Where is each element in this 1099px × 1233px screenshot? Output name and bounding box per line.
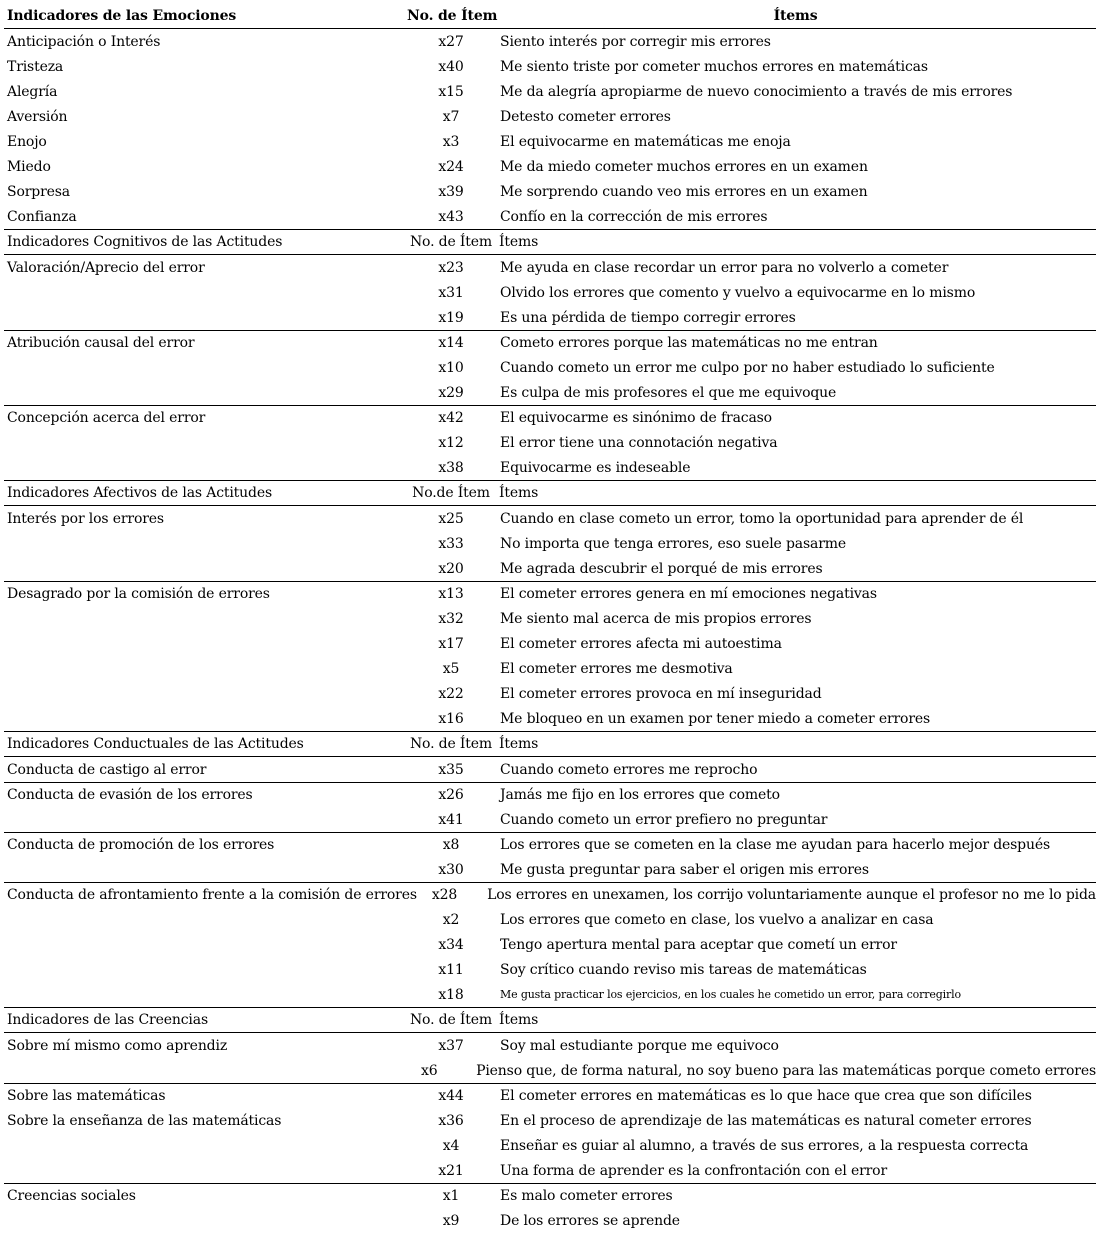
indicator-cell: Conducta de evasión de los errores: [7, 787, 253, 803]
indicator-cell: Sobre la enseñanza de las matemáticas: [7, 1112, 282, 1129]
item-number-cell: x2: [442, 911, 460, 928]
table-row: [4, 932, 1096, 957]
item-text-cell: Cuando cometo errores me reprocho: [500, 761, 758, 778]
item-text-cell: Me da miedo cometer muchos errores en un examen: [500, 158, 868, 175]
item-text-cell: Olvido los errores que comento y vuelvo a equivocarme en lo mismo: [500, 284, 976, 301]
item-number-cell: x19: [438, 309, 464, 326]
item-text-cell: Soy mal estudiante porque me equivoco: [500, 1037, 779, 1054]
item-number-cell: x31: [438, 284, 464, 301]
item-number-cell: x1: [442, 1188, 460, 1204]
item-number-cell: x36: [438, 1112, 464, 1129]
indicator-cell: Alegría: [7, 83, 58, 100]
item-number-cell: x43: [438, 208, 464, 225]
item-number-cell: x16: [438, 710, 464, 727]
indicator-cell: Atribución causal del error: [7, 335, 195, 351]
item-text-cell: Me sorprendo cuando veo mis errores en un examen: [500, 183, 868, 200]
indicator-cell: Conducta de castigo al error: [7, 761, 207, 778]
item-number-cell: x30: [438, 861, 464, 878]
item-text-cell: El equivocarme en matemáticas me enoja: [500, 133, 791, 150]
item-text-cell: Pienso que, de forma natural, no soy bueno para las matemáticas porque cometo errores: [476, 1062, 1096, 1079]
table-row: [4, 79, 1096, 104]
item-number-cell: x10: [438, 359, 464, 376]
indicator-cell: Interés por los errores: [7, 510, 164, 527]
item-text-cell: No importa que tenga errores, eso suele pasarme: [500, 535, 847, 552]
item-text-cell: El equivocarme es sinónimo de fracaso: [500, 410, 772, 426]
table-row: [4, 857, 1096, 882]
item-text-cell: Me ayuda en clase recordar un error para no volverlo a cometer: [500, 259, 949, 276]
item-text-cell: Cuando en clase cometo un error, tomo la oportunidad para aprender de él: [500, 510, 1024, 527]
table-row: [4, 305, 1096, 330]
indicators-table: [4, 4, 1096, 1233]
table-row: [4, 1208, 1096, 1233]
item-text-cell: Tengo apertura mental para aceptar que cometí un error: [500, 936, 897, 953]
section-header-row: [4, 229, 1096, 255]
table-row: [4, 29, 1096, 54]
table-row: [4, 957, 1096, 982]
indicator-cell: Conducta de afrontamiento frente a la comisión de errores: [7, 887, 417, 903]
item-number-cell: x7: [442, 108, 460, 125]
section-header-row: [4, 1007, 1096, 1033]
table-row: [4, 631, 1096, 656]
item-number-cell: x23: [438, 259, 464, 276]
item-number-cell: x17: [438, 635, 464, 652]
table-body: [4, 29, 1096, 1233]
item-text-cell: Enseñar es guiar al alumno, a través de sus errores, a la respuesta correcta: [500, 1137, 1029, 1154]
item-number-cell: No.de Ítem: [412, 485, 490, 501]
section-header-row: [4, 731, 1096, 757]
item-number-cell: x5: [442, 660, 460, 677]
item-text-cell: Me siento triste por cometer muchos errores en matemáticas: [500, 58, 928, 75]
table-row: [4, 1033, 1096, 1058]
indicator-cell: Anticipación o Interés: [7, 33, 161, 50]
item-text-cell: Ítems: [499, 485, 539, 501]
item-number-cell: x37: [438, 1037, 464, 1054]
indicator-cell: Desagrado por la comisión de errores: [7, 586, 270, 602]
item-number-cell: x4: [442, 1137, 460, 1154]
table-row: [4, 455, 1096, 480]
item-number-cell: x11: [438, 961, 464, 978]
item-number-cell: x29: [438, 384, 464, 401]
table-row: [4, 531, 1096, 556]
item-number-cell: x20: [438, 560, 464, 577]
indicator-cell: Creencias sociales: [7, 1188, 136, 1204]
item-number-cell: x38: [438, 459, 464, 476]
item-text-cell: Los errores que se cometen en la clase me ayudan para hacerlo mejor después: [500, 837, 1051, 853]
item-number-cell: x18: [438, 986, 464, 1003]
indicator-cell: Confianza: [7, 208, 77, 225]
table-row: [4, 757, 1096, 782]
table-row: [4, 706, 1096, 731]
item-text-cell: El cometer errores genera en mí emociones negativas: [500, 586, 877, 602]
item-number-cell: x28: [431, 887, 458, 903]
table-row: [4, 54, 1096, 79]
item-number-cell: x40: [438, 58, 464, 75]
table-row: [4, 907, 1096, 932]
indicator-cell: Sorpresa: [7, 183, 70, 200]
item-text-cell: Me gusta practicar los ejercicios, en los cuales he cometido un error, para corregirlo: [500, 988, 961, 1001]
header-indicators: Indicadores de las Emociones: [7, 8, 237, 24]
item-text-cell: Siento interés por corregir mis errores: [500, 33, 771, 50]
table-row: [4, 380, 1096, 405]
table-row: [4, 807, 1096, 832]
section-header-row: [4, 480, 1096, 506]
item-text-cell: En el proceso de aprendizaje de las matemáticas es natural cometer errores: [500, 1112, 1032, 1129]
item-number-cell: x27: [438, 33, 464, 50]
table-row: [4, 681, 1096, 706]
item-text-cell: Una forma de aprender es la confrontación con el error: [500, 1162, 888, 1179]
table-row: [4, 656, 1096, 681]
item-text-cell: El cometer errores me desmotiva: [500, 660, 733, 677]
item-text-cell: Me siento mal acerca de mis propios errores: [500, 610, 812, 627]
indicator-cell: Sobre las matemáticas: [7, 1088, 166, 1104]
table-row: [4, 1083, 1096, 1108]
table-row: [4, 1183, 1096, 1208]
table-row: [4, 154, 1096, 179]
indicator-cell: Indicadores Conductuales de las Actitudes: [7, 736, 304, 752]
indicator-cell: Valoración/Aprecio del error: [7, 259, 205, 276]
item-number-cell: x8: [442, 837, 460, 853]
table-row: [4, 581, 1096, 606]
item-text-cell: El cometer errores en matemáticas es lo que hace que crea que son difíciles: [500, 1088, 1032, 1104]
item-number-cell: x35: [438, 761, 464, 778]
table-row: [4, 405, 1096, 430]
item-number-cell: x9: [442, 1212, 460, 1229]
header-items: Ítems: [773, 8, 818, 24]
item-number-cell: No. de Ítem: [409, 1012, 493, 1028]
indicator-cell: Miedo: [7, 158, 51, 175]
table-row: [4, 179, 1096, 204]
item-text-cell: Me agrada descubrir el porqué de mis errores: [500, 560, 823, 577]
item-text-cell: Me da alegría apropiarme de nuevo conocimiento a través de mis errores: [500, 83, 1013, 100]
table-row: [4, 832, 1096, 857]
indicator-cell: Indicadores Afectivos de las Actitudes: [7, 485, 273, 501]
item-number-cell: x22: [438, 685, 464, 702]
item-number-cell: x6: [420, 1062, 438, 1079]
item-text-cell: Jamás me fijo en los errores que cometo: [500, 787, 780, 803]
table-row: [4, 1133, 1096, 1158]
item-text-cell: Confío en la corrección de mis errores: [500, 208, 768, 225]
item-number-cell: x13: [438, 586, 464, 602]
item-text-cell: Me bloqueo en un examen por tener miedo a cometer errores: [500, 710, 931, 727]
table-row: [4, 255, 1096, 280]
item-number-cell: x32: [438, 610, 464, 627]
table-row: [4, 782, 1096, 807]
table-row: [4, 430, 1096, 455]
item-text-cell: Me gusta preguntar para saber el origen mis errores: [500, 861, 869, 878]
item-text-cell: Detesto cometer errores: [500, 108, 671, 125]
table-row: [4, 1158, 1096, 1183]
item-text-cell: Es culpa de mis profesores el que me equivoque: [500, 384, 837, 401]
item-text-cell: Ítems: [499, 234, 539, 250]
table-row: [4, 882, 1096, 907]
indicator-cell: Enojo: [7, 133, 47, 150]
item-text-cell: Es una pérdida de tiempo corregir errores: [500, 309, 796, 326]
table-row: [4, 129, 1096, 154]
item-text-cell: El cometer errores afecta mi autoestima: [500, 635, 782, 652]
table-row: [4, 506, 1096, 531]
indicator-cell: Conducta de promoción de los errores: [7, 837, 275, 853]
item-number-cell: x24: [438, 158, 464, 175]
item-text-cell: Equivocarme es indeseable: [500, 459, 691, 476]
item-text-cell: Cuando cometo un error me culpo por no haber estudiado lo suficiente: [500, 359, 995, 376]
item-text-cell: El cometer errores provoca en mí inseguridad: [500, 685, 822, 702]
item-number-cell: x3: [442, 133, 460, 150]
indicator-cell: Sobre mí mismo como aprendiz: [7, 1037, 228, 1054]
item-number-cell: x26: [438, 787, 464, 803]
header-item-number: No. de Ítem: [407, 8, 498, 24]
item-number-cell: x44: [438, 1088, 464, 1104]
indicator-cell: Concepción acerca del error: [7, 410, 206, 426]
indicator-cell: Tristeza: [7, 58, 64, 75]
item-number-cell: x39: [438, 183, 464, 200]
table-row: [4, 104, 1096, 129]
item-number-cell: x33: [438, 535, 464, 552]
table-row: [4, 556, 1096, 581]
item-text-cell: Cometo errores porque las matemáticas no me entran: [500, 335, 878, 351]
item-number-cell: x21: [438, 1162, 464, 1179]
item-text-cell: Cuando cometo un error prefiero no preguntar: [500, 811, 828, 828]
item-number-cell: x41: [438, 811, 464, 828]
item-text-cell: El error tiene una connotación negativa: [500, 434, 778, 451]
indicator-cell: Indicadores Cognitivos de las Actitudes: [7, 234, 283, 250]
table-row: [4, 1058, 1096, 1083]
item-text-cell: Los errores en unexamen, los corrijo voluntariamente aunque el profesor no me lo pida: [487, 887, 1096, 903]
item-text-cell: Soy crítico cuando reviso mis tareas de matemáticas: [500, 961, 867, 978]
item-number-cell: x34: [438, 936, 464, 953]
table-row: [4, 606, 1096, 631]
table-row: [4, 982, 1096, 1007]
item-number-cell: No. de Ítem: [409, 736, 493, 752]
item-number-cell: x42: [438, 410, 464, 426]
item-number-cell: x15: [438, 83, 464, 100]
table-row: [4, 1108, 1096, 1133]
table-row: [4, 330, 1096, 355]
item-number-cell: x14: [438, 335, 464, 351]
item-number-cell: x25: [438, 510, 464, 527]
item-number-cell: x12: [438, 434, 464, 451]
item-text-cell: Ítems: [499, 736, 539, 752]
table-row: [4, 204, 1096, 229]
item-number-cell: No. de Ítem: [409, 234, 493, 250]
item-text-cell: Ítems: [499, 1012, 539, 1028]
table-row: [4, 280, 1096, 305]
item-text-cell: Es malo cometer errores: [500, 1188, 673, 1204]
indicator-cell: Indicadores de las Creencias: [7, 1012, 208, 1028]
item-text-cell: Los errores que cometo en clase, los vuelvo a analizar en casa: [500, 911, 934, 928]
item-text-cell: De los errores se aprende: [500, 1212, 680, 1229]
table-row: [4, 355, 1096, 380]
table-header: [4, 4, 1096, 29]
indicator-cell: Aversión: [7, 108, 68, 125]
